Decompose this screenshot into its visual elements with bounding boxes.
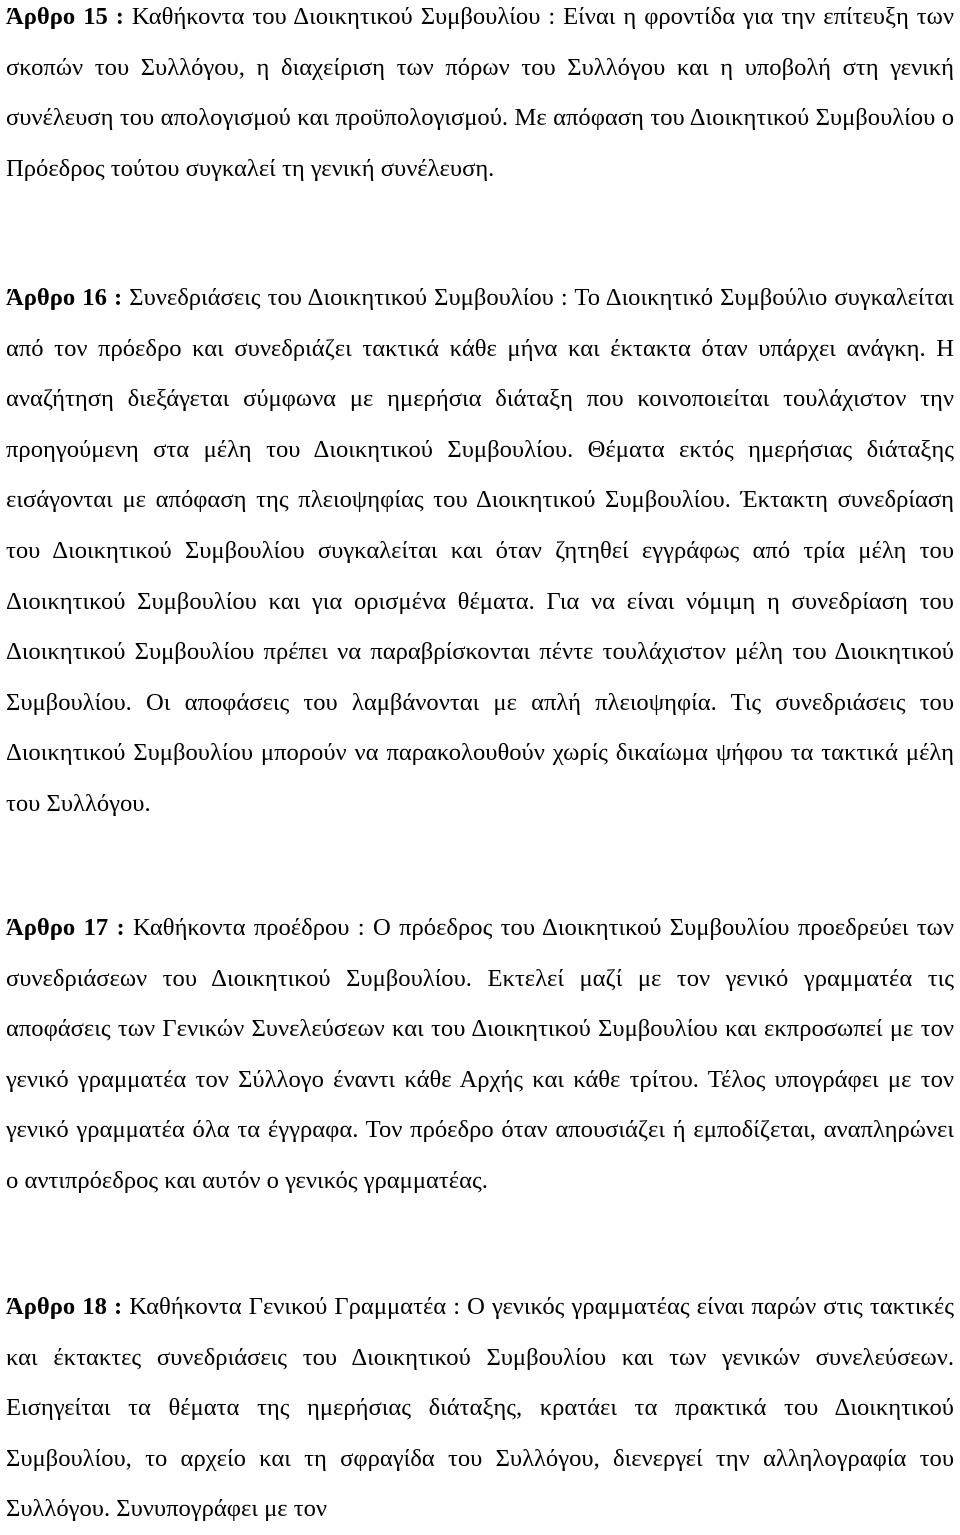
article-17-heading: Άρθρο 17 : (6, 914, 125, 941)
article-16 (6, 273, 954, 830)
article-18 (6, 1282, 954, 1535)
article-18-body: Καθήκοντα Γενικού Γραμματέα : Ο γενικός γραμματέας είναι παρών στις τακτικές και έκτακτες συνεδριάσεις του Διοικητικού Συμβουλίου και των γενικών συνελεύσεων. Εισηγείται τα θέματα της ημερήσιας διάταξης, κρατάει τα πρακτικά του Διοικητικού Συμβουλίου, το αρχείο και τη σφραγίδα του Συλλόγου, διενεργεί την αλληλογραφία του Συλλόγου. Συνυπογράφει με τον (6, 1293, 954, 1523)
article-17 (6, 903, 954, 1207)
article-16-heading: Άρθρο 16 : (6, 284, 123, 311)
article-16-body: Συνεδριάσεις του Διοικητικού Συμβουλίου : Το Διοικητικό Συμβούλιο συγκαλείται από τον πρόεδρο και συνεδριάζει τακτικά κάθε μήνα και έκτακτα όταν υπάρχει ανάγκη. Η αναζήτηση διεξάγεται σύμφωνα με ημερήσια διάταξη που κοινοποιείται τουλάχιστον την προηγούμενη στα μέλη του Διοικητικού Συμβουλίου. Θέματα εκτός ημερήσιας διάταξης εισάγονται με απόφαση της πλειοψηφίας του Διοικητικού Συμβουλίου. Έκτακτη συνεδρίαση του Διοικητικού Συμβουλίου συγκαλείται και όταν ζητηθεί εγγράφως από τρία μέλη του Διοικητικού Συμβουλίου και για ορισμένα θέματα. Για να είναι νόμιμη η συνεδρίαση του Διοικητικού Συμβουλίου πρέπει να παραβρίσκονται πέντε τουλάχιστον μέλη του Διοικητικού Συμβουλίου. Οι αποφάσεις του λαμβάνονται με απλή πλειοψηφία. Τις συνεδριάσεις του Διοικητικού Συμβουλίου μπορούν να παρακολουθούν χωρίς δικαίωμα ψήφου τα τακτικά μέλη του Συλλόγου. (6, 284, 954, 817)
article-17-body: Καθήκοντα προέδρου : Ο πρόεδρος του Διοικητικού Συμβουλίου προεδρεύει των συνεδριάσεων του Διοικητικού Συμβουλίου. Εκτελεί μαζί με τον γενικό γραμματέα τις αποφάσεις των Γενικών Συνελεύσεων και του Διοικητικού Συμβουλίου και εκπροσωπεί με τον γενικό γραμματέα τον Σύλλογο έναντι κάθε Αρχής και κάθε τρίτου. Τέλος υπογράφει με τον γενικό γραμματέα όλα τα έγγραφα. Τον πρόεδρο όταν απουσιάζει ή εμποδίζεται, αναπληρώνει ο αντιπρόεδρος και αυτόν ο γενικός γραμματέας. (6, 914, 954, 1194)
article-15-body: Καθήκοντα του Διοικητικού Συμβουλίου : Είναι η φροντίδα για την επίτευξη των σκοπών του Συλλόγου, η διαχείριση των πόρων του Συλλόγου και η υποβολή στη γενική συνέλευση του απολογισμού και προϋπολογισμού. Με απόφαση του Διοικητικού Συμβουλίου ο Πρόεδρος τούτου συγκαλεί τη γενική συνέλευση. (6, 3, 954, 182)
article-15-heading: Άρθρο 15 : (6, 3, 124, 30)
article-15 (6, 0, 954, 194)
article-18-heading: Άρθρο 18 : (6, 1293, 123, 1320)
